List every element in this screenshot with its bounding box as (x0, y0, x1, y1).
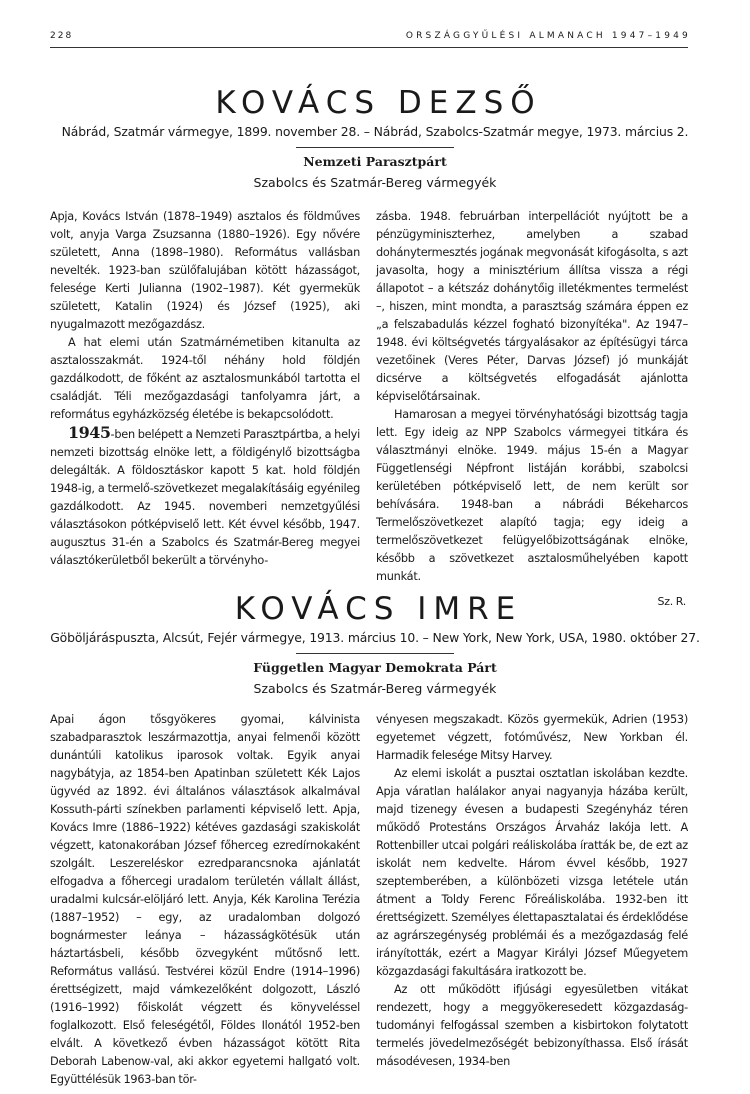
divider (296, 653, 454, 654)
divider (296, 147, 454, 148)
entry-party: Nemzeti Parasztpárt (303, 154, 447, 169)
entry-district: Szabolcs és Szatmár-Bereg vármegyék (253, 175, 497, 190)
entry-kovacs-dezso (0, 84, 750, 191)
column-left (50, 208, 360, 570)
paragraph (50, 424, 360, 570)
entry-dates: Göböljáráspuszta, Alcsút, Fejér vármegye, 1913. március 10. – New York, New York, USA, 1980. október 27. (50, 630, 700, 645)
entry-dates: Nábrád, Szatmár vármegye, 1899. november 28. – Nábrád, Szabolcs-Szatmár megye, 1973. március 2. (61, 124, 689, 139)
paragraph: Hamarosan a megyei törvényhatósági bizottság tagja lett. Egy ideig az NPP Szabolcs vármegyei titkára és választmányi elnöke. 1949. május 15-én a Magyar Függetlenségi Népfront listáján korábbi, szabolcsi kerületében pótképviselő lett, de nem került sor behívására. 1948-ban a nábrádi Békeharcos Termelőszövetkezet alapító tagja; egy ideig a termelőszövetkezet felügyelőbizottságának elnöke, később a szövetkezet asztalosműhelyében kapott munkát. (376, 408, 688, 583)
entry-party: Független Magyar Demokrata Párt (253, 660, 497, 675)
entry-name: KOVÁCS DEZSŐ (215, 85, 542, 121)
column-right (376, 711, 688, 1071)
entry-name: KOVÁCS IMRE (234, 591, 523, 627)
publication-title: ORSZÁGGYŰLÉSI ALMANACH 1947–1949 (405, 31, 691, 41)
paragraph: Az elemi iskolát a pusztai osztatlan iskolában kezdte. Apja váratlan halálakor anyai nagyanyja házába került, majd tizenegy évesen a budapesti Szegényház téren működő Protestáns Országos Árvaház lakója lett. A Rottenbiller utcai polgári reáliskolába íratták be, de ezt az iskolát nem kedvelte. Három évvel később, 1927 szeptemberében, a különbözeti vizsga letétele után átment a Toldy Ferenc Főreáliskolába. 1932-ben itt érettségizett. Személyes élettapasztalatai és érdeklődése az agrárszegénység problémái és a mezőgazdaság felé irányították, ezért a Magyar Királyi József Műegyetem közgazdasági fakultására iratkozott be. (376, 767, 688, 978)
column-right (376, 208, 688, 611)
entry-kovacs-imre (0, 590, 750, 697)
paragraph: Apja, Kovács István (1878–1949) asztalos és földműves volt, anyja Varga Zsuzsanna (1880–1926). Egy nővére született, Anna (1898–1980). Református vallásban nevelték. 1923-ban szülőfalujában kötött házasságot, felesége Kerti Julianna (1902–1987). Két gyermekük született, Katalin (1924) és József (1925), aki nyugalmazott mezőgazdász. (50, 210, 360, 331)
paragraph-text: -ben belépett a Nemzeti Parasztpártba, a helyi nemzeti bizottság elnöke lett, a földigénylő bizottságba delegálták. A földosztáskor kapott 5 kat. hold földjén 1948-ig, a termelő-szövetkezet megalakításáig egyénileg gazdálkodott. Az 1945. novemberi nemzetgyűlési választásokon pótképviselő lett. Két évvel később, 1947. augusztus 31-én a Szabolcs és Szatmár-Bereg megyei választókerületből bekerült a törvényho- (50, 428, 360, 567)
paragraph: zásba. 1948. februárban interpellációt nyújtott be a pénzügyminiszterhez, amelyben a szabad dohánytermesztés jogának megvonását kifogásolta, s azt javasolta, hogy a minisztérium állítsa vissza a régi állapotot – a kétszáz dohánytőig illetékmentes termelést –, hiszen, mint mondta, a parasztság számára éppen ez „a felszabadulás kézzel fogható bizonyítéka". Az 1947–1948. évi költségvetés tárgyalásakor az építésügyi tárca vezetőinek (Veres Péter, Darvas József) jó munkáját dicsérve a költségvetés elfogadását ajánlotta képviselőtársainak. (376, 210, 688, 403)
paragraph: Az ott működött ifjúsági egyesületben vitákat rendezett, hogy a meggyökeresedett közgazdaság-tudományi felfogással szemben a kisbirtokon folytatott termelés jövedelmezőségét bebizonyíthassa. Első írását másodévesen, 1934-ben (376, 983, 688, 1068)
paragraph: A hat elemi után Szatmárnémetiben kitanulta az asztalosszakmát. 1924-től néhány hold földjén gazdálkodott, de főként az asztalosmunkából tartotta el családját. Téli mezőgazdasági tanfolyamra járt, a református egyházközség életébe is bekapcsolódott. (50, 336, 360, 421)
entry-district: Szabolcs és Szatmár-Bereg vármegyék (253, 681, 497, 696)
running-head (50, 30, 691, 48)
page-number: 228 (50, 31, 74, 41)
drop-number: 1945 (68, 423, 111, 442)
column-left (50, 711, 360, 1089)
paragraph: vényesen megszakadt. Közös gyermekük, Adrien (1953) egyetemet végzett, fotóművész, New Yorkban él. Harmadik felesége Mitsy Harvey. (376, 713, 688, 762)
author-signature: Sz. R. (657, 595, 686, 608)
paragraph: Apai ágon tősgyökeres gyomai, kálvinista szabadparasztok leszármazottja, anyai felmenői között dunántúli katolikus iparosok voltak. Egyik anyai nagybátyja, az 1854-ben Apatinban született Kék Lajos ügyvéd az 1892. évi általános választások alkalmával Kossuth-párti színekben parlamenti képviselő lett. Apja, Kovács Imre (1886–1922) kétéves gazdasági szakiskolát végzett, katonakorában József főherceg ezredírnokaként szolgált. Leszereléskor ezredparancsnoka ajánlatát elfogadva a főhercegi uradalom területén vállalt állást, uradalmi kulcsár-elöljáró lett. Anyja, Kék Karolina Terézia (1887–1952) – egy, az uradalomban dolgozó bognármester leánya – házasságkötésük után háztartásbeli, később özvegyként műtősnő lett. Református vallású. Testvérei közül Endre (1914–1996) érettségizett, majd vámkezelőként dolgozott, László (1916–1992) főiskolát végzett és könyveléssel foglalkozott. Első feleségétől, Földes Ilonától 1952-ben elvált. A következő évben házasságot kötött Rita Deborah Labenow-val, aki akkor egyetemi hallgató volt. Együttélésük 1963-ban tör- (50, 713, 360, 1086)
